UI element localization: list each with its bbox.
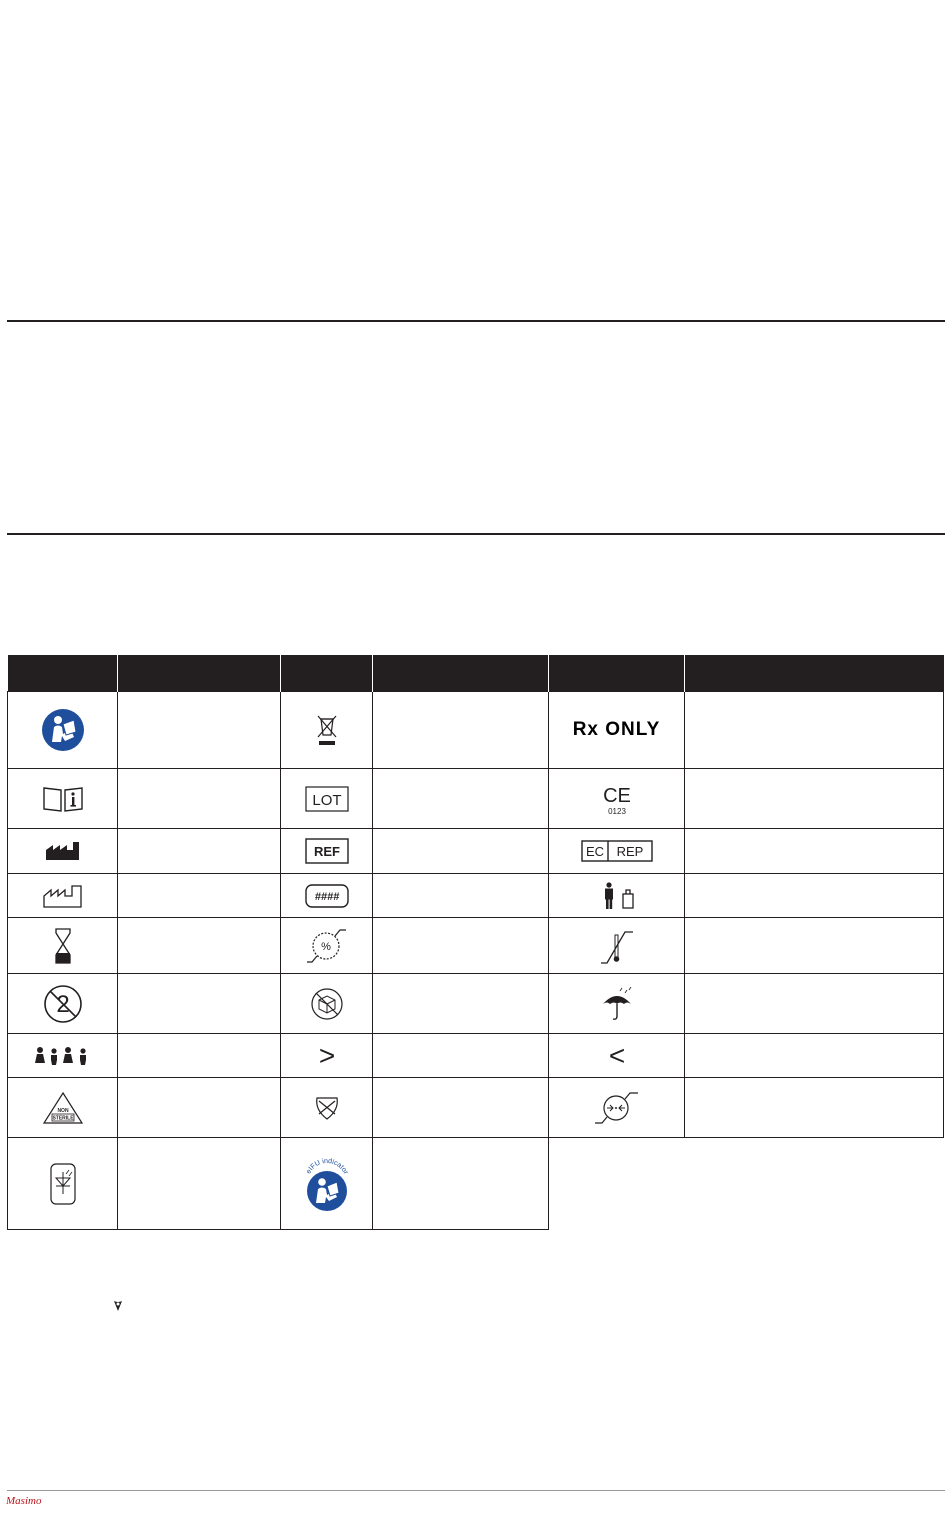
symbol-cell xyxy=(281,974,373,1034)
table-row xyxy=(8,918,944,974)
description-cell xyxy=(118,1138,281,1230)
ref-symbol-icon xyxy=(305,838,349,864)
symbol-cell xyxy=(8,1138,118,1230)
header-description-3 xyxy=(685,655,944,692)
description-cell xyxy=(373,829,549,874)
middle-rule xyxy=(7,533,945,535)
efu-indicator-label: eIFU indicator xyxy=(304,1157,349,1175)
table-row xyxy=(8,874,944,918)
table-row xyxy=(8,1034,944,1078)
description-cell xyxy=(118,1034,281,1078)
description-cell xyxy=(118,974,281,1034)
table-row xyxy=(8,692,944,769)
rx-only-label: Rx ONLY xyxy=(572,719,661,740)
lot-symbol-icon xyxy=(305,786,349,812)
description-cell xyxy=(118,769,281,829)
less-than-label: < xyxy=(608,1042,625,1069)
description-cell xyxy=(685,874,944,918)
ce-mark-icon xyxy=(597,782,637,816)
non-sterile-icon xyxy=(42,1091,84,1125)
masimo-logo-text: Masimo xyxy=(6,1495,42,1507)
svg-text:NON: NON xyxy=(56,1107,69,1114)
light-emitting-diode-icon xyxy=(49,1162,77,1206)
description-cell xyxy=(685,1034,944,1078)
description-cell xyxy=(373,874,549,918)
ref-label: REF xyxy=(313,844,340,859)
header-symbol-1 xyxy=(8,655,118,692)
symbol-cell xyxy=(281,918,373,974)
description-cell xyxy=(685,692,944,769)
use-by-icon xyxy=(54,927,72,965)
footer-rule xyxy=(7,1490,945,1491)
header-description-1 xyxy=(118,655,281,692)
header-description-2 xyxy=(373,655,549,692)
symbol-cell xyxy=(8,1078,118,1138)
symbol-cell xyxy=(549,974,685,1034)
symbol-cell xyxy=(8,1034,118,1078)
symbol-cell xyxy=(549,874,685,918)
description-cell xyxy=(373,1138,549,1230)
table-header-row xyxy=(8,655,944,692)
patient-population-icon xyxy=(32,1046,94,1066)
description-cell xyxy=(685,918,944,974)
latex-free-icon xyxy=(313,1094,341,1122)
ec-rep-icon xyxy=(581,840,653,862)
less-than-icon xyxy=(605,1043,629,1069)
description-cell xyxy=(685,769,944,829)
table-row xyxy=(8,974,944,1034)
consult-instructions-icon xyxy=(42,785,84,813)
do-not-reuse-icon xyxy=(43,984,83,1024)
keep-dry-icon xyxy=(600,986,634,1022)
lot-label: LOT xyxy=(311,791,342,809)
symbol-cell xyxy=(549,769,685,829)
description-cell xyxy=(118,692,281,769)
follow-instructions-icon xyxy=(41,708,85,752)
description-cell xyxy=(685,974,944,1034)
symbol-cell xyxy=(281,1034,373,1078)
symbol-cell xyxy=(549,1078,685,1138)
manufacturer-icon xyxy=(45,841,81,861)
table-row xyxy=(8,769,944,829)
notified-body-number: 0123 xyxy=(607,806,626,816)
description-cell xyxy=(373,1034,549,1078)
masimo-small-mark-icon xyxy=(113,1300,123,1312)
symbol-cell xyxy=(8,692,118,769)
serial-number-label: #### xyxy=(314,890,339,903)
symbol-cell xyxy=(281,1078,373,1138)
table-row xyxy=(8,1138,944,1230)
description-cell xyxy=(118,918,281,974)
symbol-cell xyxy=(281,769,373,829)
description-cell xyxy=(373,692,549,769)
symbol-cell xyxy=(281,874,373,918)
rep-label: REP xyxy=(616,844,643,859)
description-cell xyxy=(118,829,281,874)
masimo-logo xyxy=(6,1495,41,1507)
table-row xyxy=(8,829,944,874)
description-cell xyxy=(685,829,944,874)
symbol-cell xyxy=(8,874,118,918)
greater-than-icon xyxy=(315,1043,339,1069)
symbols-table xyxy=(7,655,944,1230)
description-cell xyxy=(118,1078,281,1138)
svg-text:%: % xyxy=(320,940,331,953)
description-cell xyxy=(685,1078,944,1138)
description-cell xyxy=(373,918,549,974)
symbol-cell xyxy=(281,829,373,874)
symbol-cell xyxy=(281,692,373,769)
body-weight-icon xyxy=(595,882,639,910)
header-symbol-3 xyxy=(549,655,685,692)
description-cell xyxy=(118,874,281,918)
do-not-reuse-number: 2 xyxy=(55,990,70,1018)
ec-label: EC xyxy=(585,844,604,859)
do-not-use-damaged-package-icon xyxy=(310,987,344,1021)
temperature-limit-icon xyxy=(599,927,635,965)
symbol-cell xyxy=(549,918,685,974)
table-row xyxy=(8,1078,944,1138)
symbol-cell xyxy=(8,769,118,829)
greater-than-label: > xyxy=(318,1042,335,1069)
description-cell xyxy=(373,1078,549,1138)
description-cell xyxy=(373,769,549,829)
efu-indicator-icon xyxy=(302,1154,352,1214)
ce-label: CE xyxy=(602,784,631,807)
description-cell xyxy=(373,974,549,1034)
symbol-cell xyxy=(549,829,685,874)
humidity-limit-icon xyxy=(306,928,348,964)
symbol-cell xyxy=(8,829,118,874)
header-symbol-2 xyxy=(281,655,373,692)
symbol-cell xyxy=(8,974,118,1034)
symbol-cell xyxy=(549,692,685,769)
top-rule xyxy=(7,320,945,322)
symbol-cell xyxy=(549,1034,685,1078)
symbol-cell xyxy=(281,1138,373,1230)
svg-text:STERILE: STERILE xyxy=(51,1115,74,1121)
weee-disposal-icon xyxy=(315,713,339,747)
serial-number-icon xyxy=(305,884,349,908)
date-of-manufacture-icon xyxy=(43,884,83,908)
symbol-cell xyxy=(8,918,118,974)
atmospheric-pressure-icon xyxy=(594,1091,640,1125)
